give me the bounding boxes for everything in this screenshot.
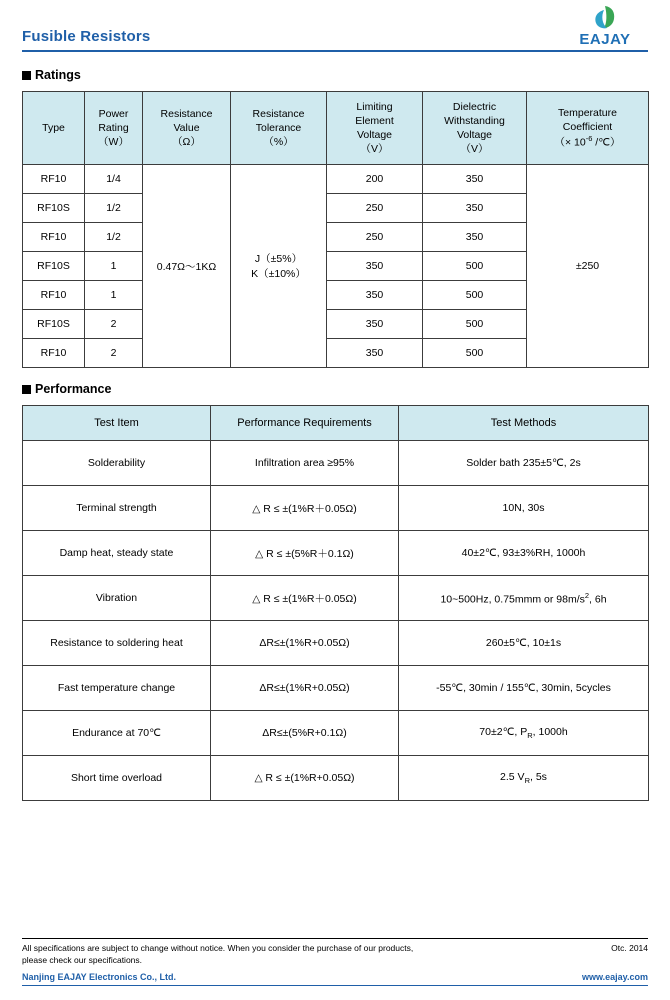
- cell-dielectric-voltage: 500: [423, 339, 527, 368]
- cell-method: 2.5 $V_R$, 5s: [399, 756, 649, 801]
- cell-requirement: ΔR≤±(5%R+0.1Ω): [211, 711, 399, 756]
- cell-dielectric-voltage: 350: [423, 165, 527, 194]
- cell-limiting-voltage: 250: [327, 194, 423, 223]
- cell-test-item: Terminal strength: [23, 486, 211, 531]
- cell-test-item: Damp heat, steady state: [23, 531, 211, 576]
- cell-method: 40±2℃, 93±3%RH, 1000h: [399, 531, 649, 576]
- performance-title: Performance: [35, 382, 112, 396]
- cell-limiting-voltage: 350: [327, 339, 423, 368]
- header-test-methods: Test Methods: [399, 406, 649, 441]
- section-marker-icon: [22, 71, 31, 80]
- cell-method: 10~500Hz, 0.75mmm or $98m/s^2$, 6h: [399, 576, 649, 621]
- footer-date: Otc. 2014: [611, 943, 648, 954]
- cell-limiting-voltage: 200: [327, 165, 423, 194]
- table-row: [23, 621, 649, 666]
- section-marker-icon: [22, 385, 31, 394]
- header-dielectric-withstanding-voltage: Dielectric Withstanding Voltage （V）: [423, 92, 527, 165]
- ratings-title: Ratings: [35, 68, 81, 82]
- cell-requirement: △ R ≤ ±(5%R＋0.1Ω): [211, 531, 399, 576]
- cell-test-item: Resistance to soldering heat: [23, 621, 211, 666]
- cell-type: RF10: [23, 281, 85, 310]
- company-logo: [562, 4, 648, 48]
- cell-type: RF10S: [23, 194, 85, 223]
- table-row: [23, 441, 649, 486]
- cell-power: 1/2: [85, 194, 143, 223]
- cell-dielectric-voltage: 350: [423, 223, 527, 252]
- cell-requirement: △ R ≤ ±(1%R＋0.05Ω): [211, 576, 399, 621]
- page-footer: [22, 938, 648, 986]
- cell-limiting-voltage: 350: [327, 310, 423, 339]
- cell-dielectric-voltage: 350: [423, 194, 527, 223]
- table-row: [23, 711, 649, 756]
- cell-power: 2: [85, 310, 143, 339]
- ratings-table: [22, 91, 649, 368]
- header-resistance-value: Resistance Value （Ω）: [143, 92, 231, 165]
- cell-method: 70±2℃, $P_R$, 1000h: [399, 711, 649, 756]
- header-resistance-tolerance: Resistance Tolerance （%）: [231, 92, 327, 165]
- cell-power: 1: [85, 252, 143, 281]
- cell-test-item: Fast temperature change: [23, 666, 211, 711]
- header-temperature-coefficient: Temperature Coefficient （× $10^{-6}$ /℃）: [527, 92, 649, 165]
- table-header-row: [23, 92, 649, 165]
- table-header-row: [23, 406, 649, 441]
- performance-section-heading: [22, 382, 648, 396]
- cell-requirement: △ R ≤ ±(1%R+0.05Ω): [211, 756, 399, 801]
- header-performance-requirements: Performance Requirements: [211, 406, 399, 441]
- performance-table: [22, 405, 649, 801]
- cell-type: RF10: [23, 165, 85, 194]
- cell-limiting-voltage: 350: [327, 252, 423, 281]
- cell-test-item: Solderability: [23, 441, 211, 486]
- cell-resistance-tolerance: J（±5%） K（±10%）: [231, 165, 327, 368]
- footer-website[interactable]: www.eajay.com: [581, 972, 648, 982]
- cell-dielectric-voltage: 500: [423, 281, 527, 310]
- cell-method: 10N, 30s: [399, 486, 649, 531]
- cell-power: 2: [85, 339, 143, 368]
- footer-bottom-divider: [22, 985, 648, 986]
- cell-requirement: Infiltration area ≥95%: [211, 441, 399, 486]
- cell-requirement: △ R ≤ ±(1%R＋0.05Ω): [211, 486, 399, 531]
- table-row: [23, 486, 649, 531]
- cell-type: RF10S: [23, 310, 85, 339]
- header-test-item: Test Item: [23, 406, 211, 441]
- cell-method: 260±5℃, 10±1s: [399, 621, 649, 666]
- cell-type: RF10S: [23, 252, 85, 281]
- header-divider: [22, 50, 648, 52]
- cell-temperature-coefficient: ±250: [527, 165, 649, 368]
- cell-limiting-voltage: 350: [327, 281, 423, 310]
- cell-method: Solder bath 235±5℃, 2s: [399, 441, 649, 486]
- footer-company: Nanjing EAJAY Electronics Co., Ltd.: [22, 972, 177, 982]
- footer-disclaimer: All specifications are subject to change without notice. When you consider the purchase of our products, please check our specifications.: [22, 943, 414, 965]
- cell-requirement: ΔR≤±(1%R+0.05Ω): [211, 621, 399, 666]
- header-power-rating: Power Rating （W）: [85, 92, 143, 165]
- cell-resistance-value: 0.47Ω～1KΩ: [143, 165, 231, 368]
- table-row: [23, 576, 649, 621]
- cell-limiting-voltage: 250: [327, 223, 423, 252]
- table-row: [23, 756, 649, 801]
- cell-power: 1/2: [85, 223, 143, 252]
- ratings-section-heading: [22, 68, 648, 82]
- cell-test-item: Vibration: [23, 576, 211, 621]
- header-limiting-element-voltage: Limiting Element Voltage （V）: [327, 92, 423, 165]
- cell-requirement: ΔR≤±(1%R+0.05Ω): [211, 666, 399, 711]
- cell-dielectric-voltage: 500: [423, 252, 527, 281]
- cell-power: 1: [85, 281, 143, 310]
- footer-divider: [22, 938, 648, 939]
- cell-test-item: Short time overload: [23, 756, 211, 801]
- cell-type: RF10: [23, 223, 85, 252]
- table-row: [23, 165, 649, 194]
- cell-type: RF10: [23, 339, 85, 368]
- cell-dielectric-voltage: 500: [423, 310, 527, 339]
- cell-test-item: Endurance at 70℃: [23, 711, 211, 756]
- page-title: Fusible Resistors: [22, 28, 151, 45]
- leaf-logo-icon: [588, 4, 622, 30]
- header-type: Type: [23, 92, 85, 165]
- table-row: [23, 531, 649, 576]
- logo-text: EAJAY: [579, 31, 631, 48]
- cell-method: -55℃, 30min / 155℃, 30min, 5cycles: [399, 666, 649, 711]
- page-header: [22, 0, 648, 58]
- table-row: [23, 666, 649, 711]
- cell-power: 1/4: [85, 165, 143, 194]
